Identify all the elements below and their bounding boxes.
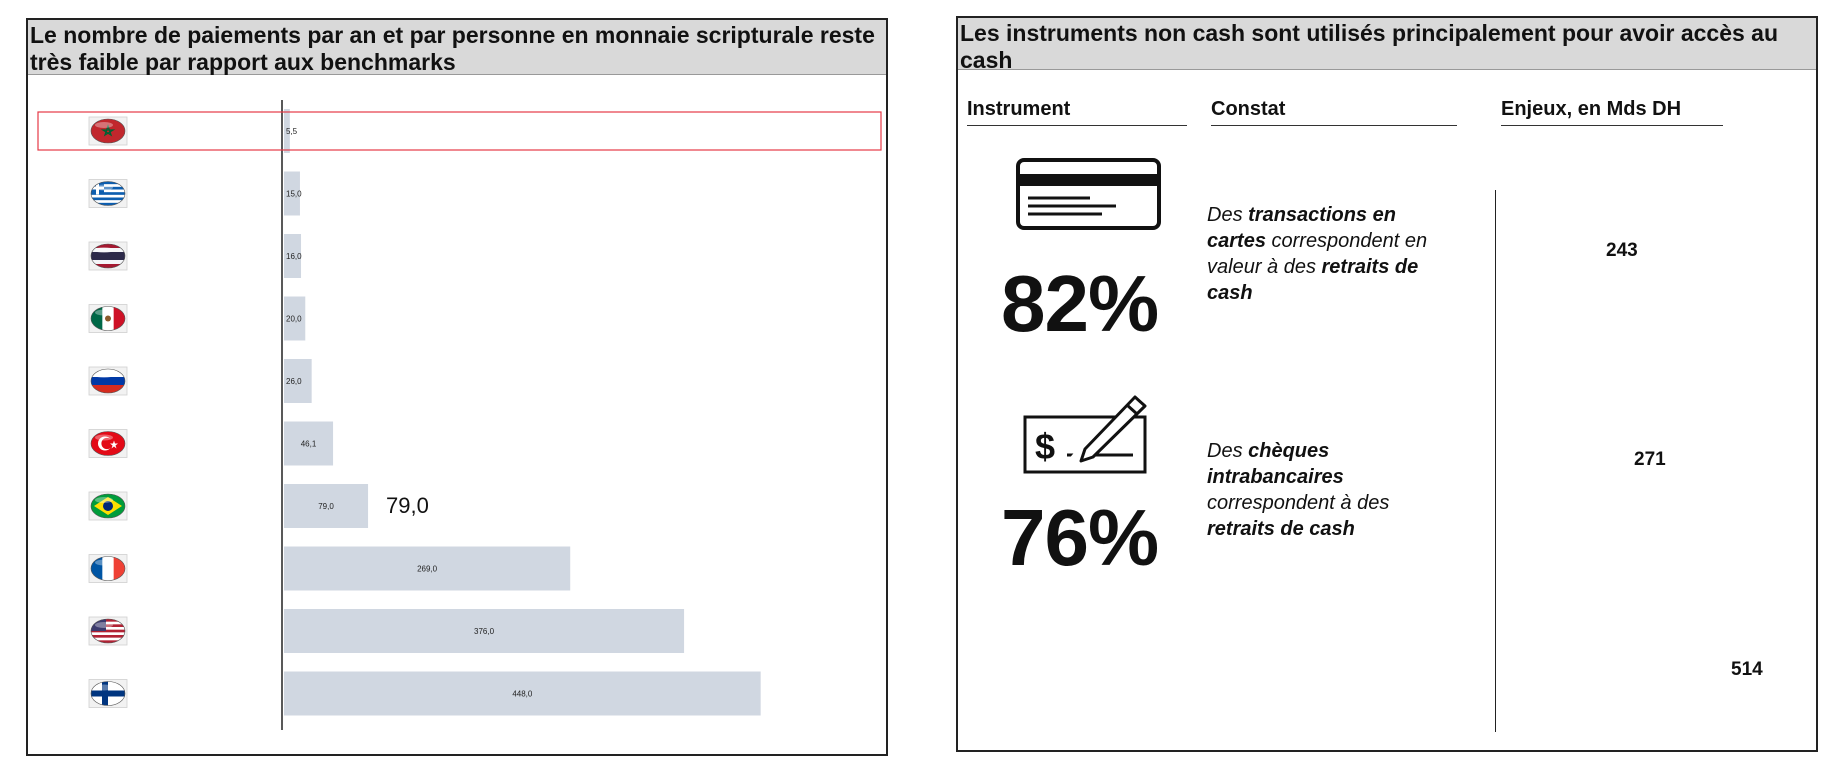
highlight-box [38,112,881,150]
flag-france-icon [89,555,127,583]
cheque-percentage: 76% [1001,493,1159,582]
bar-value-label: 79,0 [318,502,334,511]
cheque-enjeu: 271 [1634,449,1666,470]
bar-value-label: 16,0 [286,252,302,261]
flag-finland-icon [89,680,127,708]
header-instrument: Instrument [967,98,1187,126]
flag-mexico-icon [89,305,127,333]
credit-card-icon [1016,158,1161,230]
flag-turkey-icon [89,430,127,458]
flag-usa-icon [89,617,127,645]
cheque-pen-icon [1023,393,1153,475]
header-constat: Constat [1211,98,1457,126]
header-enjeux: Enjeux, en Mds DH [1501,98,1723,126]
left-panel [26,18,888,756]
bar-value-label: 26,0 [286,377,302,386]
flag-morocco-icon [89,117,127,145]
brazil-callout-label: 79,0 [386,493,429,518]
cheque-constat: Des chèques intrabancaires correspondent à des retraits de cash [1207,440,1390,540]
right-panel-title: Les instruments non cash sont utilisés principalement pour avoir accès au cash [958,18,1816,70]
payments-bar-chart [28,20,886,754]
flag-greece-icon [89,180,127,208]
card-constat: Des transactions en cartes correspondent en valeur à des retraits de cash [1207,204,1428,304]
bar-value-label: 376,0 [474,627,495,636]
bar-value-label: 15,0 [286,189,302,199]
bar-value-label: 20,0 [286,314,302,324]
flag-thailand-icon [89,242,127,270]
total-enjeu: 514 [1731,659,1763,680]
card-enjeu: 243 [1606,240,1638,261]
svg-text:$: $ [1035,426,1056,467]
flag-brazil-icon [89,492,127,520]
bar-value-label: 448,0 [512,689,533,699]
bar-value-label: 46,1 [300,439,317,449]
card-percentage: 82% [1001,259,1159,348]
bar-value-label: 5,5 [286,127,298,136]
enjeux-divider [1495,190,1496,732]
left-panel-title: Le nombre de paiements par an et par personne en monnaie scripturale reste très faible par rapport aux benchmarks [28,20,886,75]
right-panel [956,16,1818,752]
flag-russia-icon [89,367,127,395]
bar-value-label: 269,0 [417,564,438,574]
